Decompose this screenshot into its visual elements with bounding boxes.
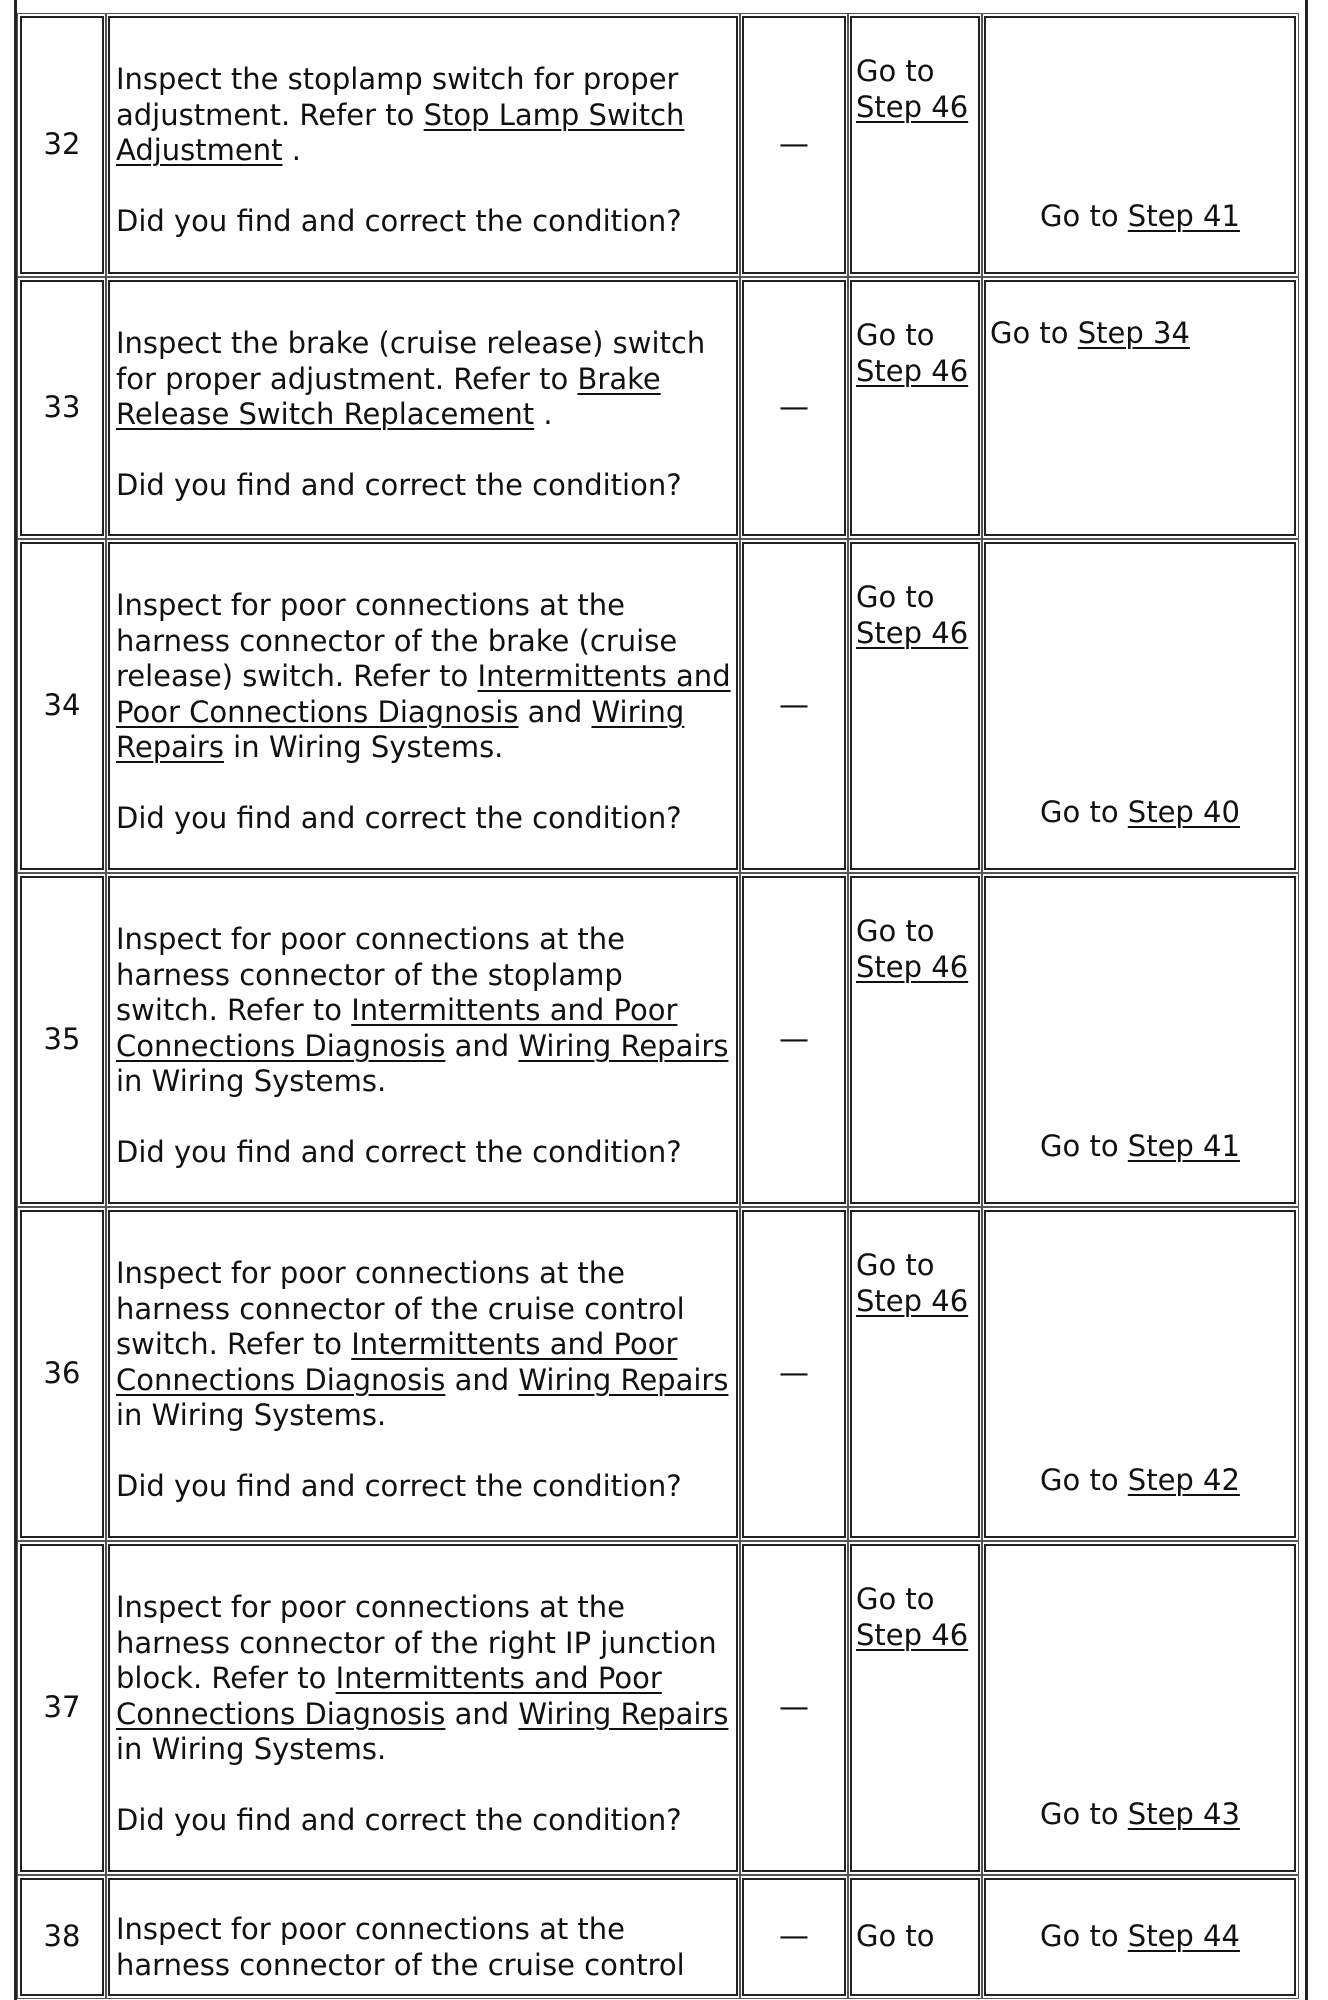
- no-step-link[interactable]: Step 34: [1077, 316, 1190, 350]
- yes-label: Go to: [856, 1919, 935, 1954]
- step-number: 38: [43, 1919, 81, 1954]
- action-question: Did you find and correct the condition?: [116, 1134, 682, 1169]
- yes-cell: [850, 876, 980, 1204]
- step-number: 37: [43, 1690, 81, 1725]
- stop-lamp-switch-adjustment-link[interactable]: Stop Lamp Switch Adjustment: [116, 97, 685, 167]
- no-step-link[interactable]: Step 40: [1127, 794, 1240, 829]
- no-step-link[interactable]: Step 43: [1127, 1796, 1240, 1831]
- yes-step-link[interactable]: Step 46: [856, 353, 969, 388]
- yes-cell: [850, 542, 980, 870]
- no-cell: [984, 1210, 1296, 1538]
- action-text: Inspect for poor connections at the harness connector of the right IP junction block. Refer to Intermittents and Poor Connections Diagnosis and Wiring Repairs in Wiring Systems.: [116, 1590, 729, 1766]
- brake-release-switch-replacement-link[interactable]: Brake Release Switch Replacement: [116, 361, 661, 431]
- action-question: Did you find and correct the condition?: [116, 800, 682, 835]
- table-border-left: [14, 0, 17, 2000]
- step-number: 36: [43, 1356, 81, 1391]
- wiring-repairs-link[interactable]: Wiring Repairs: [518, 1028, 729, 1063]
- step-number-cell: [20, 280, 104, 536]
- no-step-link[interactable]: Step 41: [1127, 1128, 1240, 1163]
- yes-cell: [850, 280, 980, 536]
- step-number: 32: [43, 127, 81, 162]
- action-cell: [108, 542, 738, 870]
- no-label: Go to Step 34: [990, 316, 1190, 350]
- action-cell: [108, 1210, 738, 1538]
- step-number: 33: [43, 390, 81, 425]
- action-question: Did you find and correct the condition?: [116, 1802, 682, 1837]
- no-label: Go to Step 44: [1040, 1919, 1240, 1954]
- wiring-repairs-link[interactable]: Wiring Repairs: [518, 1696, 729, 1731]
- no-label: Go to Step 41: [1040, 1128, 1240, 1163]
- yes-label: Go to: [856, 914, 935, 948]
- yes-cell: [850, 1544, 980, 1872]
- no-cell: [984, 280, 1296, 536]
- intermittents-diagnosis-link[interactable]: Intermittents and Poor Connections Diagnosis: [116, 1661, 662, 1731]
- no-cell: [984, 1878, 1296, 1996]
- value-cell: —: [742, 280, 846, 536]
- yes-cell: [850, 1878, 980, 1996]
- no-label: Go to Step 40: [1040, 794, 1240, 829]
- value-cell: —: [742, 16, 846, 274]
- action-text: Inspect for poor connections at the harness connector of the brake (cruise release) switch. Refer to Intermittents and Poor Connections Diagnosis and Wiring Repairs in Wiring Systems.: [116, 588, 731, 764]
- step-number-cell: [20, 16, 104, 274]
- action-text: Inspect the brake (cruise release) switch for proper adjustment. Refer to Brake Release Switch Replacement .: [116, 326, 706, 431]
- action-cell: [108, 876, 738, 1204]
- action-cell: [108, 280, 738, 536]
- action-text: Inspect for poor connections at the harness connector of the stoplamp switch. Refer to Intermittents and Poor Connections Diagnosis and Wiring Repairs in Wiring Systems.: [116, 922, 729, 1098]
- no-step-link[interactable]: Step 44: [1127, 1919, 1240, 1954]
- no-cell: [984, 542, 1296, 870]
- action-cell: [108, 1544, 738, 1872]
- value-cell: —: [742, 876, 846, 1204]
- table-border-right: [1305, 0, 1308, 2000]
- yes-label: Go to: [856, 1582, 935, 1616]
- step-number: 34: [43, 688, 81, 723]
- yes-label: Go to: [856, 318, 935, 352]
- step-number-cell: [20, 542, 104, 870]
- step-number: 35: [43, 1022, 81, 1057]
- action-text: Inspect for poor connections at the harness connector of the cruise control: [116, 1912, 685, 1982]
- no-step-link[interactable]: Step 42: [1127, 1462, 1240, 1497]
- value-cell: —: [742, 1544, 846, 1872]
- wiring-repairs-link[interactable]: Wiring Repairs: [116, 694, 685, 764]
- no-cell: [984, 16, 1296, 274]
- action-cell: [108, 1878, 738, 1996]
- yes-label: Go to: [856, 1248, 935, 1282]
- step-number-cell: [20, 876, 104, 1204]
- yes-label: Go to: [856, 54, 935, 88]
- no-cell: [984, 1544, 1296, 1872]
- no-step-link[interactable]: Step 41: [1127, 198, 1240, 233]
- no-label: Go to Step 43: [1040, 1796, 1240, 1831]
- step-number-cell: [20, 1544, 104, 1872]
- action-question: Did you find and correct the condition?: [116, 467, 682, 502]
- yes-step-link[interactable]: Step 46: [856, 1617, 969, 1652]
- intermittents-diagnosis-link[interactable]: Intermittents and Poor Connections Diagnosis: [116, 1327, 678, 1397]
- intermittents-diagnosis-link[interactable]: Intermittents and Poor Connections Diagnosis: [116, 993, 678, 1063]
- yes-step-link[interactable]: Step 46: [856, 615, 969, 650]
- yes-step-link[interactable]: Step 46: [856, 89, 969, 124]
- step-number-cell: [20, 1878, 104, 1996]
- intermittents-diagnosis-link[interactable]: Intermittents and Poor Connections Diagnosis: [116, 659, 731, 729]
- wiring-repairs-link[interactable]: Wiring Repairs: [518, 1362, 729, 1397]
- action-text: Inspect for poor connections at the harness connector of the cruise control switch. Refer to Intermittents and Poor Connections Diagnosis and Wiring Repairs in Wiring Systems.: [116, 1256, 729, 1432]
- step-number-cell: [20, 1210, 104, 1538]
- no-label: Go to Step 41: [1040, 198, 1240, 233]
- value-cell: —: [742, 1878, 846, 1996]
- no-label: Go to Step 42: [1040, 1462, 1240, 1497]
- yes-step-link[interactable]: Step 46: [856, 1283, 969, 1318]
- no-cell: [984, 876, 1296, 1204]
- action-text: Inspect the stoplamp switch for proper adjustment. Refer to Stop Lamp Switch Adjustment .: [116, 62, 685, 167]
- value-cell: —: [742, 542, 846, 870]
- value-cell: —: [742, 1210, 846, 1538]
- yes-cell: [850, 16, 980, 274]
- yes-cell: [850, 1210, 980, 1538]
- yes-label: Go to: [856, 580, 935, 614]
- yes-step-link[interactable]: Step 46: [856, 949, 969, 984]
- action-question: Did you find and correct the condition?: [116, 203, 682, 238]
- action-question: Did you find and correct the condition?: [116, 1468, 682, 1503]
- action-cell: [108, 16, 738, 274]
